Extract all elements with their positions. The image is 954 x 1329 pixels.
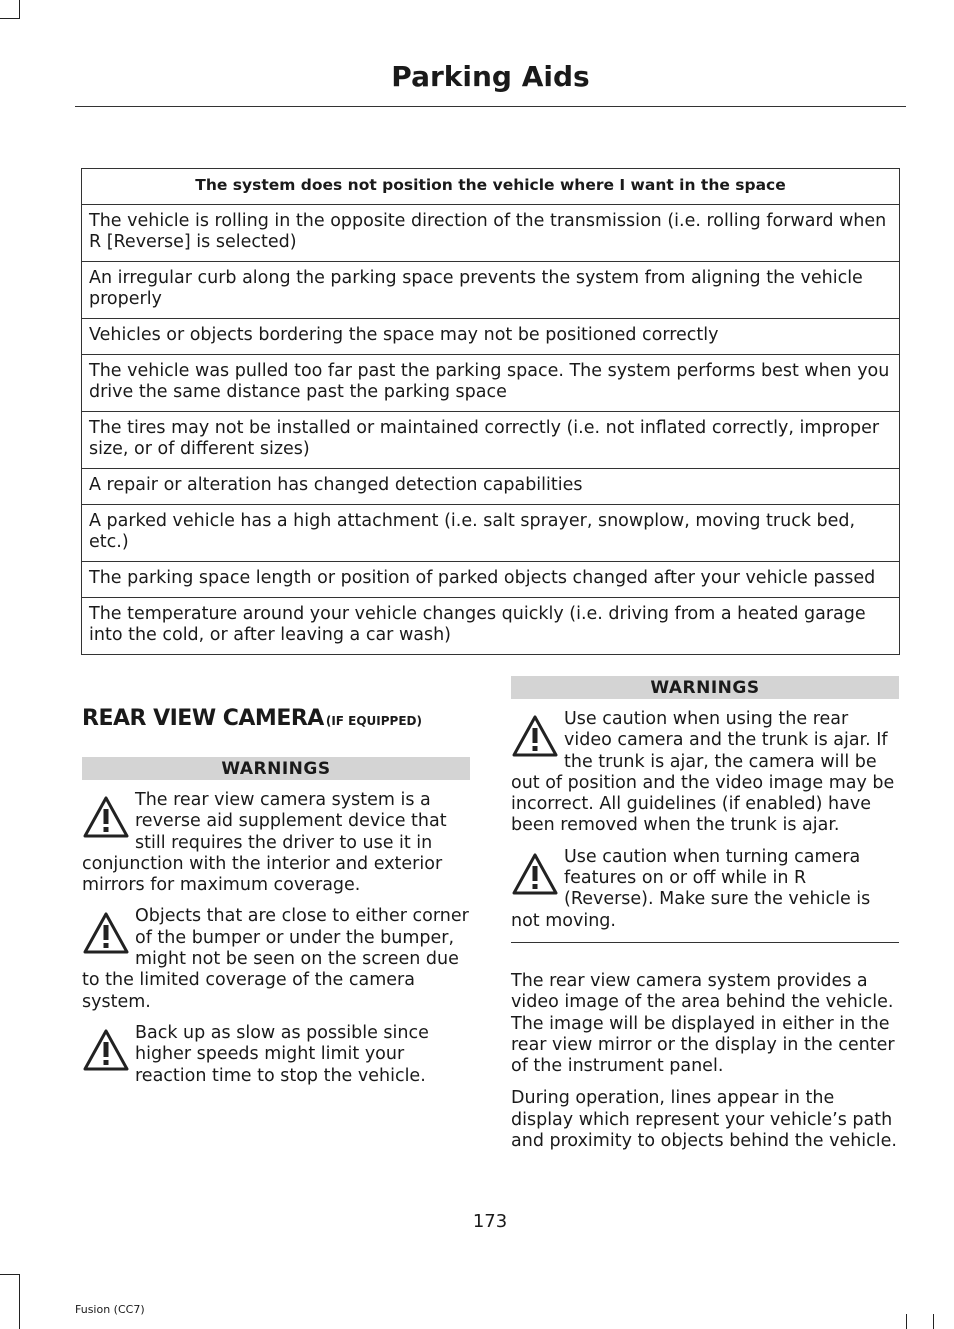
warning-text: The rear view camera system is a reverse aid supplement device that still requires the driver to use it in conjunction with the interior and exterior mirrors for maximum coverage. <box>82 790 447 896</box>
warning-triangle-icon <box>82 795 130 839</box>
table-cell: Vehicles or objects bordering the space may not be positioned correctly <box>82 319 900 355</box>
warning-triangle-icon <box>511 852 559 896</box>
crop-mark <box>0 18 20 19</box>
table-row <box>82 262 900 319</box>
table-row <box>82 505 900 562</box>
table-cell: The parking space length or position of parked objects changed after your vehicle passed <box>82 562 900 598</box>
table-row <box>82 205 900 262</box>
warning-text: Use caution when using the rear video camera and the trunk is ajar. If the trunk is ajar, the camera will be out of position and the video image may be incorrect. All guidelines (if enabled) have been removed when the trunk is ajar. <box>511 709 895 836</box>
table-row <box>82 319 900 355</box>
section-heading-title: REAR VIEW CAMERA <box>82 706 324 731</box>
warning-text: Objects that are close to either corner of the bumper or under the bumper, might not be seen on the screen due to the limited coverage of the camera system. <box>82 906 469 1012</box>
warning-item <box>82 790 470 896</box>
crop-mark <box>19 1274 20 1329</box>
warning-text: Use caution when turning camera features on or off while in R (Reverse). Make sure the vehicle is not moving. <box>511 846 871 931</box>
table-row <box>82 469 900 505</box>
table-header: The system does not position the vehicle where I want in the space <box>82 169 900 205</box>
troubleshooting-table <box>81 168 900 655</box>
title-divider <box>75 106 906 107</box>
left-column <box>82 703 470 1087</box>
table-row <box>82 562 900 598</box>
crop-mark <box>19 0 20 18</box>
warning-triangle-icon <box>511 714 559 758</box>
page-number: 173 <box>472 1211 508 1232</box>
table-cell: The tires may not be installed or maintained correctly (i.e. not inflated correctly, improper size, or of different sizes) <box>82 412 900 469</box>
table-cell: The vehicle is rolling in the opposite direction of the transmission (i.e. rolling forward when R [Reverse] is selected) <box>82 205 900 262</box>
body-paragraph: The rear view camera system provides a video image of the area behind the vehicle. The image will be displayed in either in the rear view mirror or the display in the center of the instrument panel. <box>511 970 895 1077</box>
warnings-label: WARNINGS <box>82 757 470 780</box>
table-row <box>82 598 900 655</box>
warning-item <box>511 847 899 932</box>
warning-triangle-icon <box>82 911 130 955</box>
section-heading <box>82 703 470 735</box>
table-row <box>82 412 900 469</box>
table-cell: A repair or alteration has changed detection capabilities <box>82 469 900 505</box>
table-cell: The temperature around your vehicle changes quickly (i.e. driving from a heated garage into the cold, or after leaving a car wash) <box>82 598 900 655</box>
warnings-label: WARNINGS <box>511 676 899 699</box>
table-row <box>82 355 900 412</box>
right-column <box>511 676 899 1163</box>
footer-model-label: Fusion (CC7) <box>75 1303 145 1316</box>
warning-item <box>82 906 470 1012</box>
body-paragraph: During operation, lines appear in the display which represent your vehicle’s path and proximity to objects behind the vehicle. <box>511 1088 897 1152</box>
warning-triangle-icon <box>82 1028 130 1072</box>
table-cell: An irregular curb along the parking space prevents the system from aligning the vehicle properly <box>82 262 900 319</box>
section-divider <box>511 942 899 943</box>
crop-mark <box>0 1274 20 1275</box>
warning-item <box>511 709 899 837</box>
warning-item <box>82 1023 470 1087</box>
warning-text: Back up as slow as possible since higher speeds might limit your reaction time to stop the vehicle. <box>135 1022 429 1086</box>
crop-mark <box>933 1314 934 1329</box>
section-heading-qualifier: (IF EQUIPPED) <box>325 714 422 728</box>
crop-mark <box>906 1314 907 1329</box>
table-cell: A parked vehicle has a high attachment (i.e. salt sprayer, snowplow, moving truck bed, etc.) <box>82 505 900 562</box>
page-title: Parking Aids <box>391 60 590 93</box>
table-cell: The vehicle was pulled too far past the parking space. The system performs best when you drive the same distance past the parking space <box>82 355 900 412</box>
